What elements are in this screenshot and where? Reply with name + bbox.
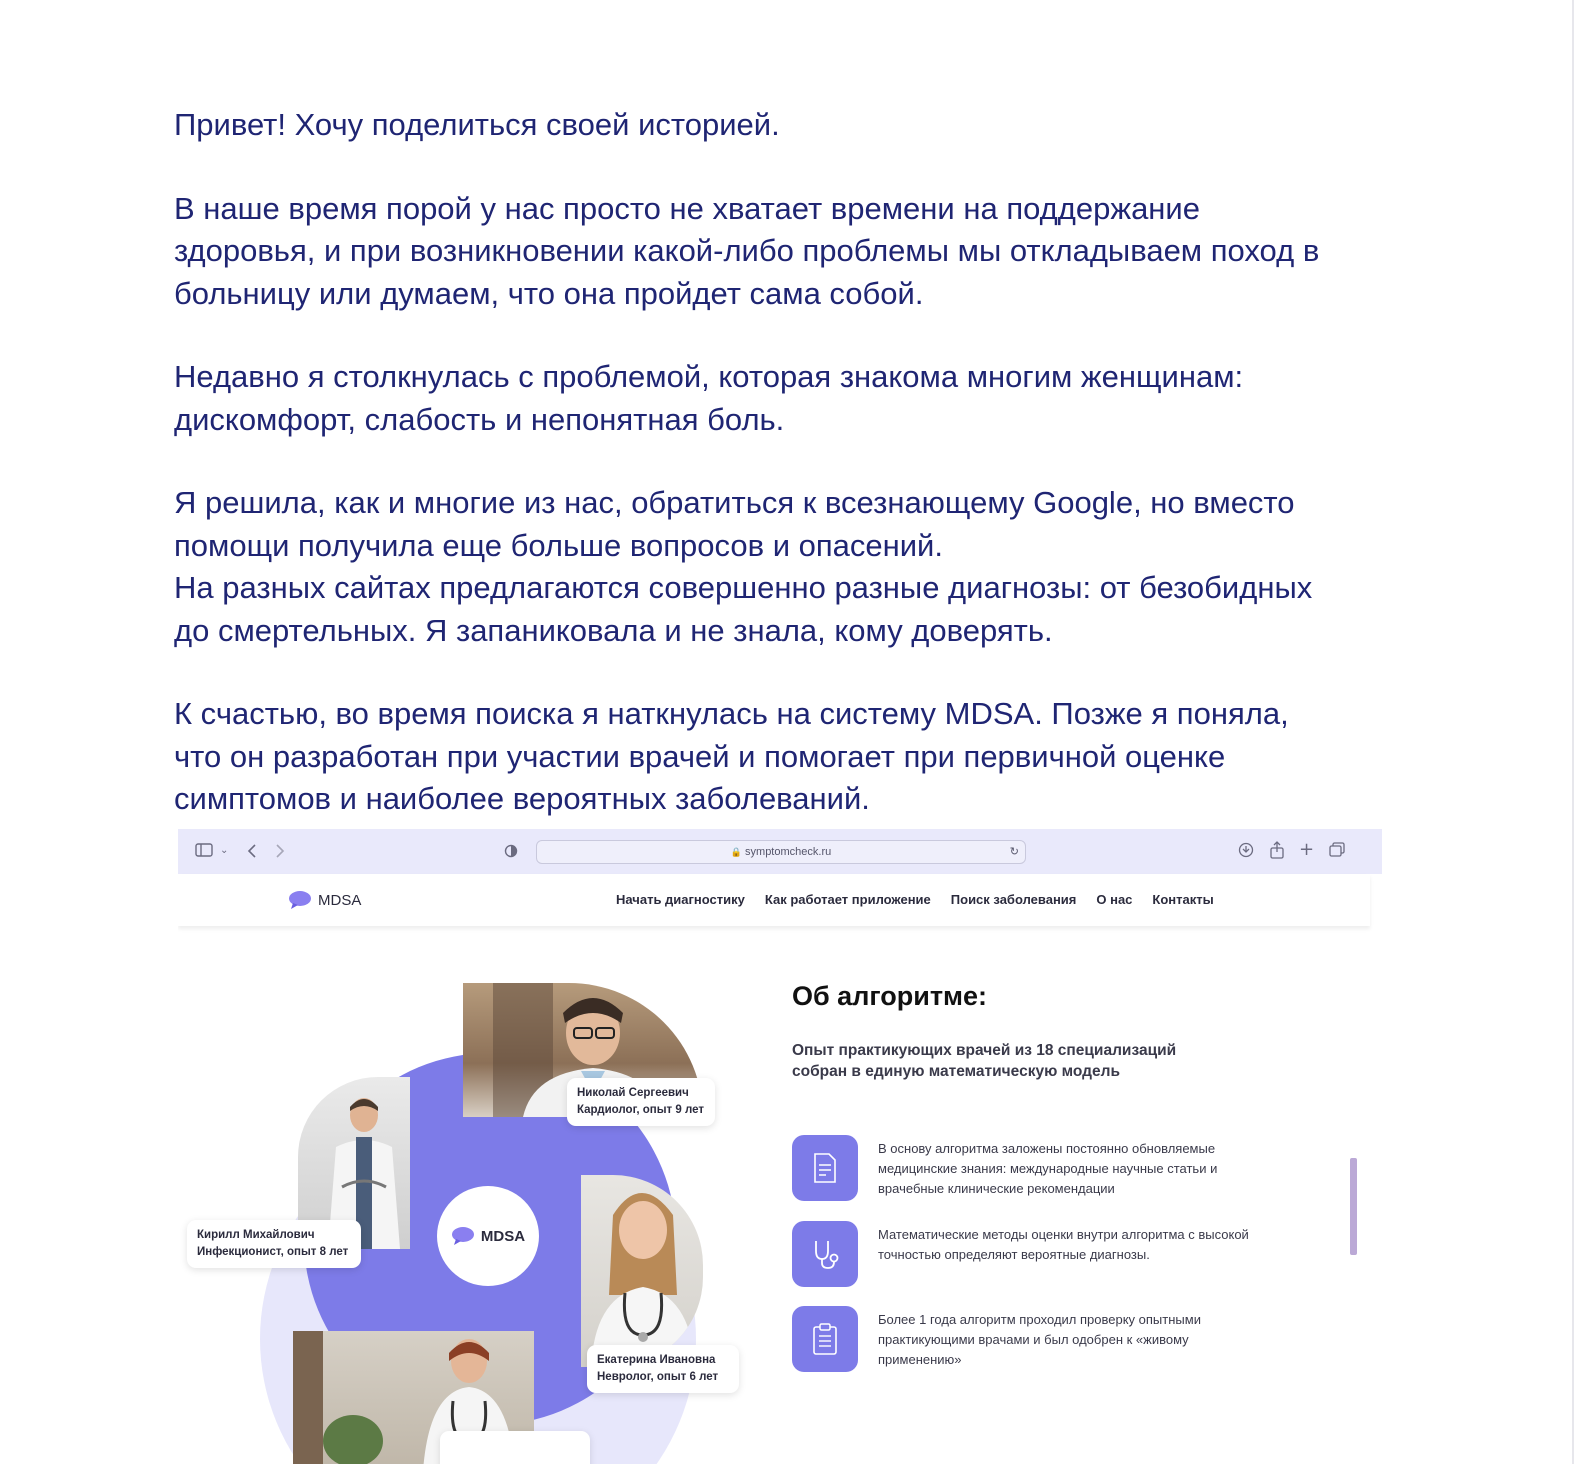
document-icon (792, 1135, 858, 1201)
window-edge (1572, 0, 1574, 1464)
paragraph-google (174, 482, 1374, 652)
feature-item (792, 1306, 1372, 1372)
story-line: В наше время порой у нас просто не хватает времени на поддержание (174, 190, 1200, 226)
chat-bubble-logo-icon (451, 1226, 475, 1246)
menu-how-it-works[interactable]: Как работает приложение (764, 892, 931, 907)
story-line: К счастью, во время поиска я наткнулась на систему MDSA. Позже я поняла, (174, 696, 1289, 731)
doctor-name: Кирилл Михайлович (197, 1229, 315, 1241)
paragraph-problem (174, 356, 1374, 441)
section-title: Об алгоритме: (792, 981, 988, 1011)
doctor-role: Кардиолог, опыт 9 лет (577, 1104, 704, 1116)
feature-text: В основу алгоритма заложены постоянно обновляемые медицинские знания: международные научные статьи и врачебные клинические рекомендации (878, 1141, 1218, 1196)
section-subtitle: Опыт практикующих врачей из 18 специализаций собран в единую математическую модель (792, 1042, 1177, 1080)
paragraph-mdsa (174, 693, 1374, 821)
site-logo[interactable] (288, 890, 361, 910)
new-tab-icon[interactable]: + (1299, 839, 1315, 860)
feature-item (792, 1221, 1372, 1287)
document-icon (810, 1152, 840, 1184)
doctors-illustration (178, 927, 778, 1464)
doctor-role: Инфекционист, опыт 8 лет (197, 1246, 349, 1258)
about-algorithm-section (792, 829, 1382, 1464)
menu-contacts[interactable]: Контакты (1152, 892, 1214, 907)
doctor-name: Екатерина Ивановна (597, 1354, 716, 1366)
stethoscope-icon (792, 1221, 858, 1287)
doctor-name: Николай Сергеевич (577, 1087, 689, 1099)
story-line: здоровья, и при возникновении какой-либо проблемы мы откладываем поход в (174, 233, 1320, 268)
feature-text: Математические методы оценки внутри алгоритма с высокой точностью определяют вероятные диагнозы. (878, 1227, 1249, 1262)
clipboard-icon (810, 1322, 840, 1356)
story-line: Я решила, как и многие из нас, обратиться к всезнающему Google, но вместо (174, 485, 1295, 520)
paragraph-greeting (174, 104, 1374, 147)
stethoscope-icon (808, 1237, 842, 1271)
story-line: больницу или думаем, что она пройдет сама собой. (174, 275, 924, 311)
story-line: Недавно я столкнулась с проблемой, которая знакома многим женщинам: (174, 359, 1244, 394)
doctor-card-nikolai (567, 1078, 715, 1126)
forward-icon[interactable] (274, 843, 286, 859)
back-icon[interactable] (246, 843, 258, 859)
center-logo-badge (437, 1186, 539, 1286)
doctor-card-kirill (187, 1220, 361, 1268)
feature-text: Более 1 года алгоритм проходил проверку опытными практикующими врачами и был одобрен к «живому применению» (878, 1312, 1201, 1367)
shield-icon[interactable] (504, 843, 518, 859)
story-text (174, 104, 1374, 862)
clipboard-icon (792, 1306, 858, 1372)
scroll-indicator[interactable] (1350, 1158, 1357, 1255)
menu-search-disease[interactable]: Поиск заболевания (950, 892, 1077, 907)
doctor-role: Невролог, опыт 6 лет (597, 1371, 719, 1383)
chat-bubble-logo-icon (288, 890, 312, 910)
sidebar-icon[interactable] (195, 843, 213, 858)
lock-icon: 🔒 (730, 847, 742, 857)
story-line: Привет! Хочу поделиться своей историей. (174, 107, 780, 142)
story-line: что он разработан при участии врачей и помогает при первичной оценке (174, 738, 1226, 774)
story-line: до смертельных. Я запаниковала и не знала, кому доверять. (174, 612, 1053, 648)
story-line: На разных сайтах предлагаются совершенно разные диагнозы: от безобидных (174, 570, 1313, 605)
story-line: симптомов и наиболее вероятных заболеваний. (174, 781, 870, 816)
feature-item (792, 1135, 1372, 1201)
reload-icon[interactable]: ↻ (1009, 845, 1019, 858)
logo-text: MDSA (318, 891, 362, 909)
menu-about[interactable]: О нас (1096, 892, 1133, 907)
chevron-down-icon[interactable]: ⌄ (220, 845, 229, 856)
embedded-site-screenshot (178, 829, 1382, 1464)
doctor-card-ekaterina (587, 1345, 739, 1393)
center-logo-text: MDSA (480, 1227, 526, 1245)
story-line: помощи получила еще больше вопросов и опасений. (174, 527, 943, 563)
paragraph-time (174, 188, 1374, 316)
doctor-card-partial (440, 1431, 590, 1464)
url-text: symptomcheck.ru (745, 846, 832, 858)
menu-start-diagnostics[interactable]: Начать диагностику (616, 892, 745, 907)
story-line: дискомфорт, слабость и непонятная боль. (174, 401, 785, 437)
